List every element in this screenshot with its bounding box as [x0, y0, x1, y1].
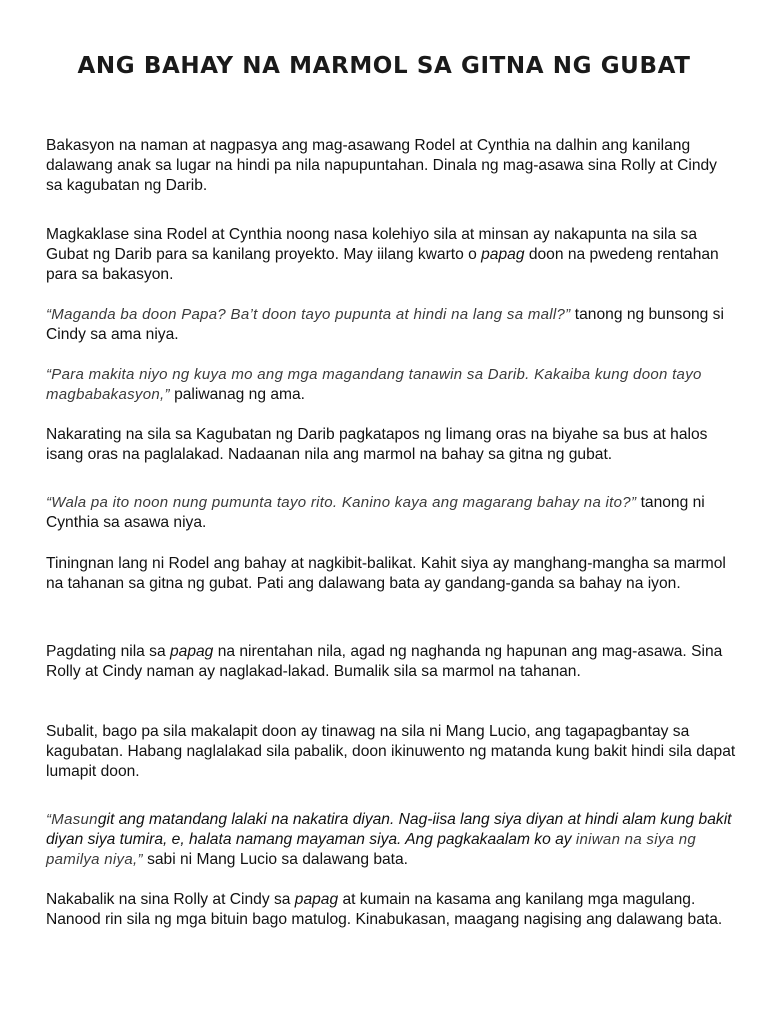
paragraph-2-text-c: doon na pwedeng rentahan para sa bakasyon. — [46, 245, 719, 283]
paragraph-8 — [46, 642, 736, 682]
paragraph-10-quote-end: iniwan na siya ng pamilya niya,” — [46, 830, 697, 868]
paragraph-11 — [46, 890, 736, 930]
paragraph-11-text-c: at kumain na kasama ang kanilang mga magulang. Nanood rin sila ng mga bituin bago matulog. Kinabukasan, maagang nagising ang dalawang bata. — [46, 891, 723, 928]
paragraph-10-quote-middle: git ang matandang lalaki na nakatira diyan. Nag-iisa lang siya diyan at hindi alam kung bakit diyan siya tumira, e, halata namang mayaman siya. Ang pagkakaalam ko ay — [46, 811, 732, 848]
paragraph-3 — [46, 305, 736, 345]
paragraph-4 — [46, 365, 736, 405]
paragraph-8-papag: papag — [169, 643, 214, 660]
paragraph-11-text-a: Nakabalik na sina Rolly at Cindy sa — [46, 891, 295, 908]
paragraph-11-papag: papag — [294, 891, 339, 908]
paragraph-7: Tiningnan lang ni Rodel ang bahay at nagkibit-balikat. Kahit siya ay manghang-mangha sa marmol na tahanan sa gitna ng gubat. Pati ang dalawang bata ay gandang-ganda sa bahay na iyon. — [46, 555, 726, 592]
story-title: ANG BAHAY NA MARMOL SA GITNA NG GUBAT — [77, 53, 691, 79]
paragraph-6-quote: “Wala pa ito noon nung pumunta tayo rito. Kanino kaya ang magarang bahay na ito?” — [46, 494, 637, 511]
paragraph-2 — [46, 225, 736, 284]
paragraph-8-text-c: na nirentahan nila, agad ng naghanda ng hapunan ang mag-asawa. Sina Rolly at Cindy naman ay naglakad-lakad. Bumalik sila sa marmol na tahanan. — [46, 643, 723, 680]
paragraph-9: Subalit, bago pa sila makalapit doon ay tinawag na sila ni Mang Lucio, ang tagapagbantay sa kagubatan. Habang naglalakad sila pabalik, doon ikinuwento ng matanda kung bakit hindi sila dapat lumapit doon. — [46, 723, 736, 780]
paragraph-4-quote: “Para makita niyo ng kuya mo ang mga magandang tanawin sa Darib. Kakaiba kung doon tayo magbabakasyon,” — [46, 366, 702, 403]
paragraph-5: Nakarating na sila sa Kagubatan ng Darib pagkatapos ng limang oras na biyahe sa bus at halos isang oras na paglalakad. Nadaanan nila ang marmol na bahay sa gitna ng gubat. — [46, 426, 708, 463]
paragraph-10-quote-start: “Masun — [46, 811, 98, 828]
paragraph-6 — [46, 493, 736, 533]
paragraph-4-rest: paliwanag ng ama. — [169, 385, 305, 403]
paragraph-3-quote: “Maganda ba doon Papa? Ba’t doon tayo pupunta at hindi na lang sa mall?” — [46, 306, 571, 323]
paragraph-2-text-a: Magkaklase sina Rodel at Cynthia noong nasa kolehiyo sila at minsan ay nakapunta na sila sa Gubat ng Darib para sa kanilang proyekto. May iilang kwarto o — [46, 226, 698, 263]
paragraph-1: Bakasyon na naman at nagpasya ang mag-asawang Rodel at Cynthia na dalhin ang kanilang dalawang anak sa lugar na hindi pa nila napupuntahan. Dinala ng mag-asawa sina Rolly at Cindy sa kagubatan ng Darib. — [46, 137, 717, 194]
paragraph-3-rest: tanong ng bunsong si Cindy sa ama niya. — [46, 306, 724, 343]
paragraph-2-papag: papag — [481, 245, 525, 263]
paragraph-10 — [46, 810, 736, 869]
paragraph-10-rest: sabi ni Mang Lucio sa dalawang bata. — [142, 850, 409, 868]
paragraph-6-rest: tanong ni Cynthia sa asawa niya. — [46, 494, 705, 531]
paragraph-8-text-a: Pagdating nila sa — [46, 643, 170, 660]
